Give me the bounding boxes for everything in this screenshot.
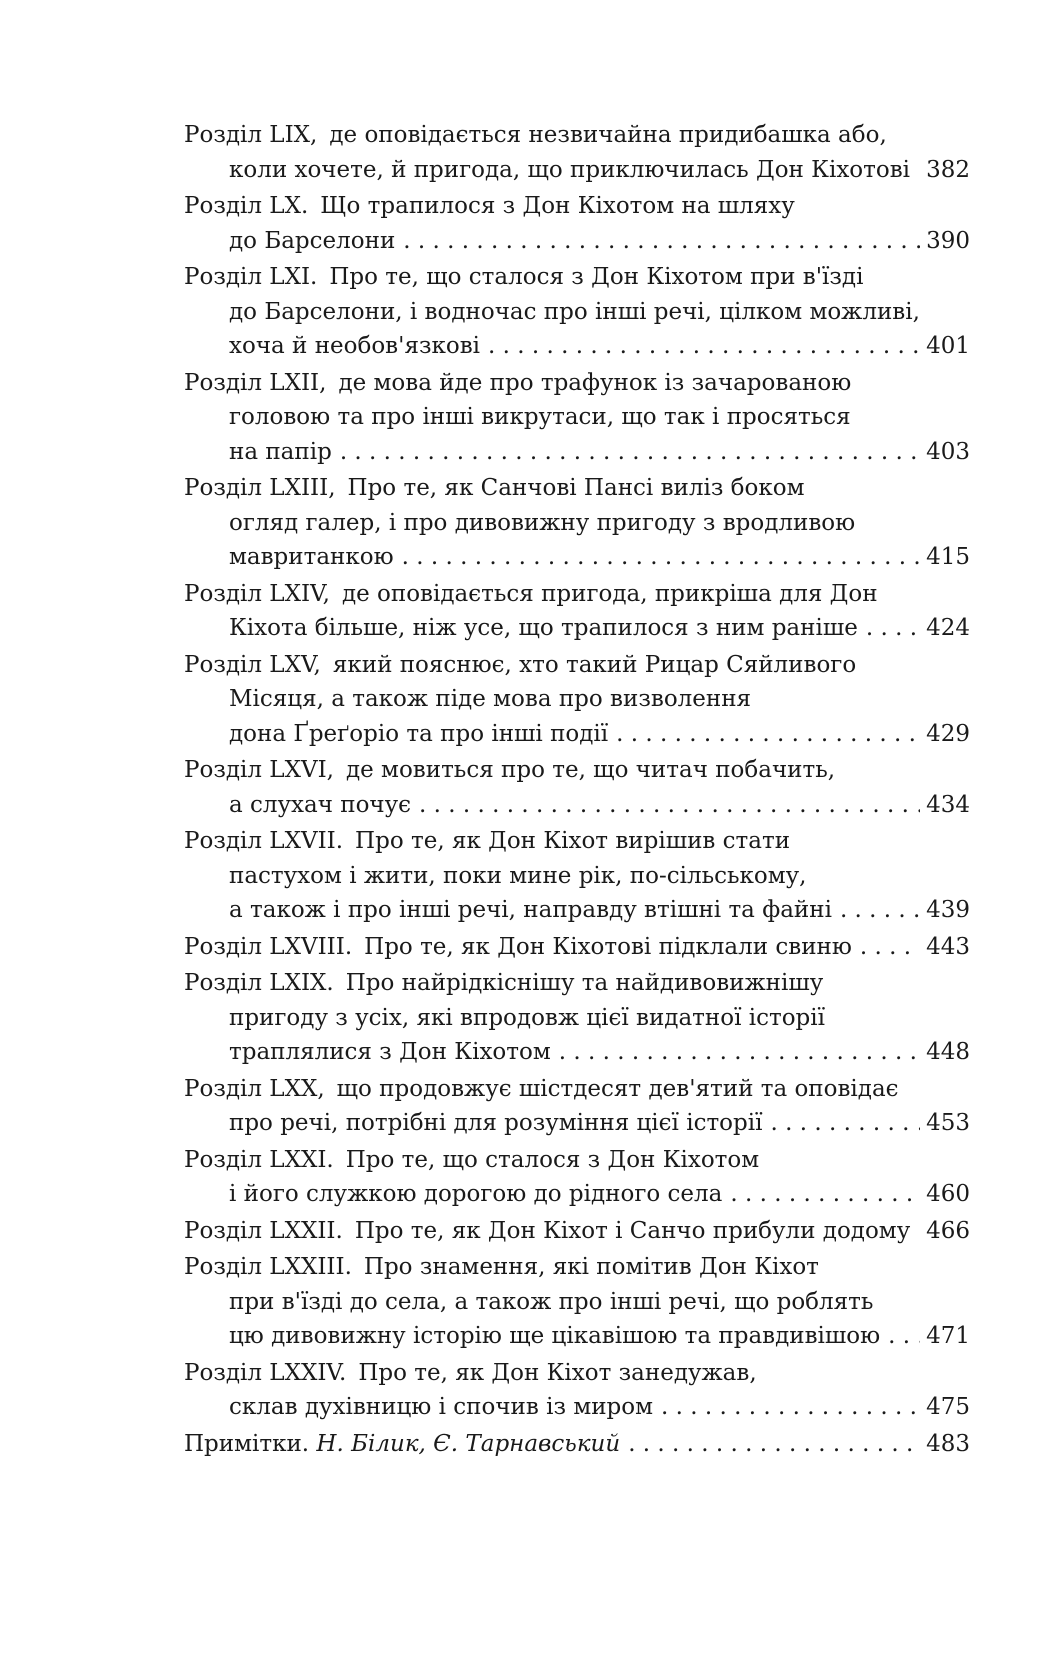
dot-leader [661, 1390, 920, 1425]
chapter-title-text: Місяця, а також піде мова про визволення [229, 686, 752, 712]
chapter-title-text: дона Ґреґоріо та про інші події [229, 720, 609, 747]
page-number: 415 [926, 544, 970, 570]
dot-leader [918, 1214, 920, 1249]
dot-leader [403, 224, 920, 259]
page-number: 460 [926, 1181, 970, 1207]
dot-leader [730, 1177, 920, 1212]
chapter-label: Розділ LXVI, [184, 757, 334, 783]
toc-entry [184, 189, 970, 258]
chapter-title-text: Про те, як Санчові Пансі виліз боком [347, 475, 805, 501]
toc-entry [184, 471, 970, 575]
dot-leader [402, 540, 920, 575]
chapter-title-text: мавританкою [229, 544, 394, 570]
chapter-title-text: і його служкою дорогою до рідного села [229, 1181, 723, 1207]
chapter-label: Розділ LXIV, [184, 580, 330, 607]
toc-entry-line [184, 682, 970, 717]
dot-leader [840, 893, 920, 928]
page-number: 403 [926, 438, 970, 465]
chapter-label: Розділ LXVII. [184, 828, 344, 854]
chapter-title-text: Що трапилося з Дон Кіхотом на шляху [320, 193, 795, 219]
toc-entry-line [184, 893, 970, 928]
chapter-title-text: де мова йде про трафунок із зачарованою [338, 369, 852, 396]
toc-entry-line [184, 717, 970, 752]
chapter-label: Розділ LXIX. [184, 970, 334, 996]
page-number: 448 [926, 1039, 970, 1065]
chapter-label: Розділ LXI. [184, 264, 318, 290]
page-number: 434 [926, 791, 970, 818]
toc-entry-line [184, 260, 970, 295]
dot-leader [419, 788, 920, 823]
toc-entry-line [184, 435, 970, 470]
toc-entry-line [184, 611, 970, 646]
page-number: 401 [926, 333, 970, 359]
toc-entry-line [184, 1214, 970, 1249]
toc-entry-line [184, 1177, 970, 1212]
toc-entry [184, 577, 970, 646]
toc-entry-line [184, 1143, 970, 1178]
toc-entry-line [184, 648, 970, 683]
toc-entry [184, 1250, 970, 1354]
chapter-title-text: Про те, як Дон Кіхот вирішив стати [355, 828, 791, 854]
toc-entry [184, 966, 970, 1070]
toc-entry [184, 1356, 970, 1425]
toc-entry-line [184, 1319, 970, 1354]
toc-entry-line [184, 1250, 970, 1285]
toc-entry-line [184, 824, 970, 859]
page-number: 429 [926, 720, 970, 747]
chapter-title-text: Про те, що сталося з Дон Кіхотом при в'їзді [329, 264, 864, 290]
toc-entry-line [184, 577, 970, 612]
chapter-title-text: Про те, що сталося з Дон Кіхотом [345, 1146, 760, 1173]
chapter-title-text: Про те, як Дон Кіхот і Санчо прибули додому [354, 1217, 911, 1244]
chapter-title-text: Про знамення, які помітив Дон Кіхот [363, 1254, 819, 1280]
chapter-title-text: а також і про інші речі, направду втішні та файні [229, 897, 832, 923]
toc-entry-notes [184, 1427, 970, 1462]
page-number: 471 [926, 1323, 970, 1349]
chapter-title-text: Про те, як Дон Кіхот занедужав, [358, 1359, 757, 1386]
chapter-title-text: цю дивовижну історію ще цікавішою та правдивішою [229, 1323, 881, 1349]
chapter-label: Розділ LXXI. [184, 1146, 334, 1173]
chapter-title-text: траплялися з Дон Кіхотом [229, 1039, 551, 1065]
chapter-label: Розділ LXVIII. [184, 933, 353, 960]
chapter-title-text: де оповідається незвичайна придибашка або, [329, 122, 887, 148]
toc-entry [184, 366, 970, 470]
toc-entry-line [184, 1356, 970, 1391]
dot-leader [918, 153, 920, 188]
notes-label: Примітки. [184, 1430, 310, 1457]
toc-entry-line [184, 966, 970, 1001]
chapter-title-text: огляд галер, і про дивовижну пригоду з вродливою [229, 509, 856, 536]
chapter-title-text: пригоду з усіх, які впродовж цієї видатної історії [229, 1004, 825, 1031]
page-number: 390 [926, 227, 970, 254]
toc-entry [184, 648, 970, 752]
dot-leader [888, 1319, 920, 1354]
chapter-title-text: а слухач почує [229, 791, 412, 818]
table-of-contents [184, 118, 970, 1463]
toc-entry-line [184, 1035, 970, 1070]
chapter-title-text: про речі, потрібні для розуміння цієї історії [229, 1110, 763, 1136]
page-number: 443 [926, 933, 970, 960]
page-number: 466 [926, 1217, 970, 1244]
toc-entry-line [184, 471, 970, 506]
chapter-title-text: Про те, як Дон Кіхотові підклали свиню [364, 933, 852, 960]
chapter-title-text: склав духівницю і спочив із миром [229, 1394, 654, 1420]
toc-entry [184, 753, 970, 822]
dot-leader [860, 930, 920, 965]
chapter-title-text: де мовиться про те, що читач побачить, [345, 757, 836, 783]
dot-leader [340, 435, 920, 470]
chapter-label: Розділ LXXIV. [184, 1359, 347, 1386]
chapter-label: Розділ LXV, [184, 651, 321, 678]
chapter-title-text: що продовжує шістдесят дев'ятий та оповідає [336, 1075, 899, 1102]
toc-entry-line [184, 366, 970, 401]
toc-entry-line [184, 189, 970, 224]
toc-entry-line [184, 400, 970, 435]
chapter-label: Розділ LXII, [184, 369, 327, 396]
page-number: 475 [926, 1394, 970, 1420]
chapter-label: Розділ LIX, [184, 122, 318, 148]
toc-entry [184, 1143, 970, 1212]
dot-leader [488, 329, 920, 364]
chapter-title-text: Про найрідкіснішу та найдивовижнішу [345, 970, 824, 996]
dot-leader [770, 1106, 920, 1141]
toc-entry-line [184, 540, 970, 575]
chapter-title-text: коли хочете, й пригода, що приключилась Дон Кіхотові [229, 156, 911, 183]
toc-entry-line [184, 1106, 970, 1141]
toc-entry-line [184, 118, 970, 153]
chapter-label: Розділ LXXII. [184, 1217, 343, 1244]
toc-entry-line [184, 153, 970, 188]
chapter-label: Розділ LXX, [184, 1075, 325, 1102]
toc-entry [184, 1214, 970, 1249]
chapter-title-text: Кіхота більше, ніж усе, що трапилося з ним раніше [229, 615, 858, 641]
toc-entry [184, 260, 970, 364]
toc-entry-line [184, 224, 970, 259]
notes-authors: Н. Білик, Є. Тарнавський [316, 1430, 621, 1457]
toc-entry-line [184, 1072, 970, 1107]
chapter-title-text: на папір [229, 438, 332, 465]
page-number: 453 [926, 1110, 970, 1136]
dot-leader [628, 1427, 920, 1462]
toc-entry-line [184, 788, 970, 823]
toc-entry-line [184, 753, 970, 788]
toc-entry-line [184, 295, 970, 330]
chapter-title-text: який пояснює, хто такий Рицар Сяйливого [332, 651, 857, 678]
toc-entry-line [184, 1390, 970, 1425]
toc-entry-line [184, 859, 970, 894]
page-number: 483 [926, 1430, 970, 1457]
toc-entry-line [184, 1285, 970, 1320]
chapter-label: Розділ LX. [184, 193, 309, 219]
chapter-label: Розділ LXIII, [184, 475, 336, 501]
chapter-title-text: хоча й необов'язкові [229, 333, 481, 359]
chapter-title-text: пастухом і жити, поки мине рік, по-сільському, [229, 862, 807, 889]
page-number: 439 [926, 897, 970, 923]
toc-entry-line [184, 930, 970, 965]
chapter-title-text: до Барселони, і водночас про інші речі, цілком можливі, [229, 298, 920, 325]
toc-entry-line [184, 329, 970, 364]
toc-entry-line [184, 1001, 970, 1036]
toc-entry [184, 1072, 970, 1141]
toc-entry [184, 118, 970, 187]
toc-entry [184, 824, 970, 928]
chapter-title-text: головою та про інші викрутаси, що так і просяться [229, 404, 851, 430]
dot-leader [616, 717, 920, 752]
chapter-label: Розділ LXXIII. [184, 1254, 352, 1280]
dot-leader [559, 1035, 920, 1070]
chapter-title-text: де оповідається пригода, прикріша для Дон [341, 580, 878, 607]
chapter-title-text: при в'їзді до села, а також про інші речі, що роблять [229, 1288, 874, 1315]
toc-entry [184, 930, 970, 965]
page-number: 424 [926, 615, 970, 641]
page-number: 382 [926, 156, 970, 183]
dot-leader [866, 611, 920, 646]
toc-entry-line [184, 1427, 970, 1462]
toc-entry-line [184, 506, 970, 541]
chapter-title-text: до Барселони [229, 227, 396, 254]
